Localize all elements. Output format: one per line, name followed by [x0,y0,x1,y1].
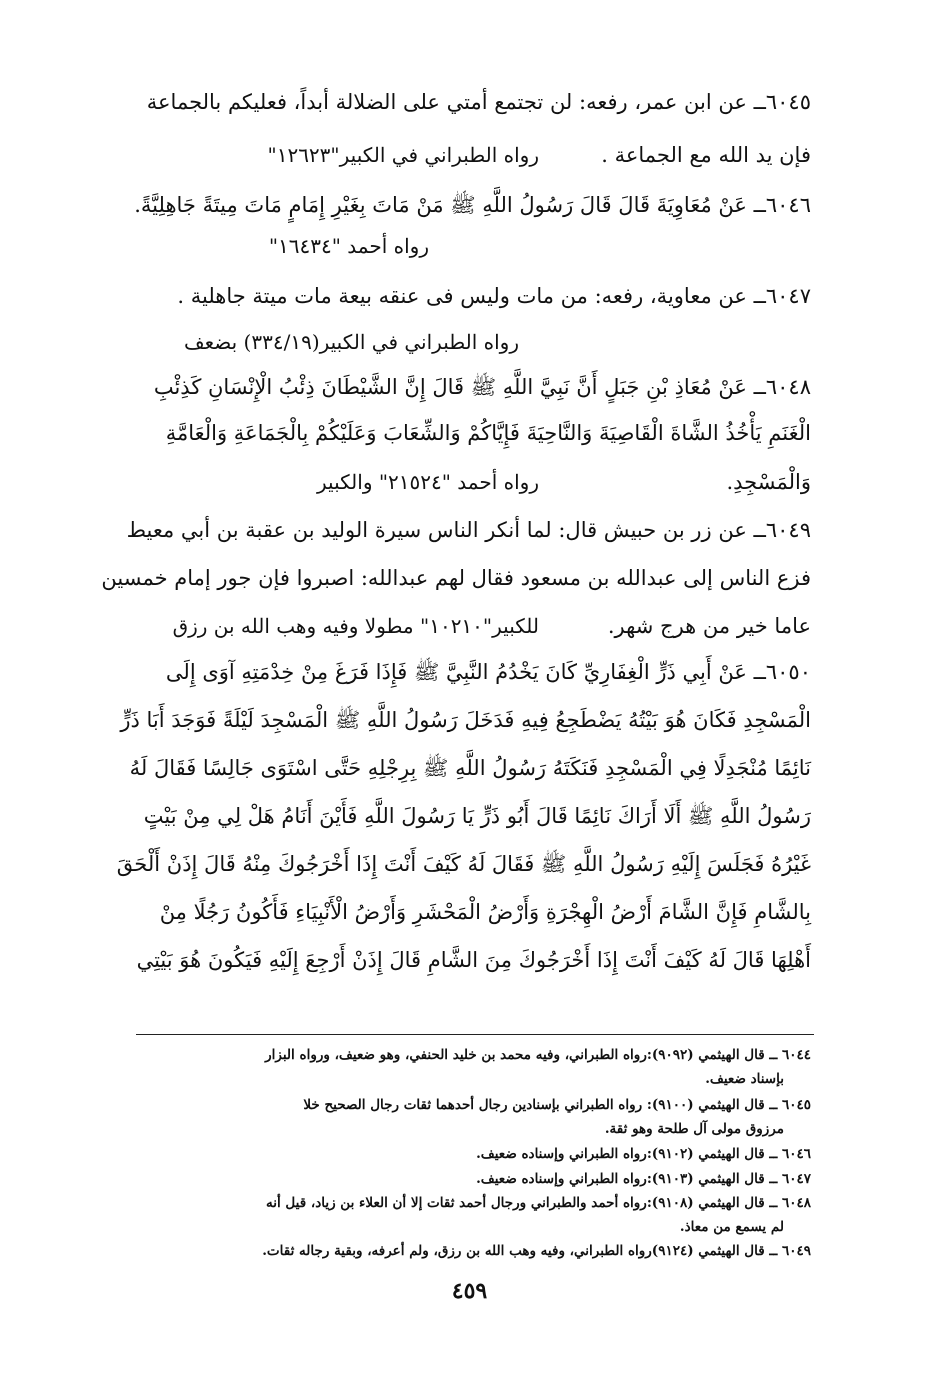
hadith-6050-line-7: أَهْلِهَا قَالَ لَهُ كَيْفَ أَنْتَ إِذَا أَخْرَجُوكَ مِنَ الشَّامِ قَالَ إِذَنْ أَرْجِعَ إِلَيْهِ فَيَكُونَ هُوَ بَيْتِي [136,948,811,972]
hadith-6048-line-2: الْغَنَمِ يَأْخُذُ الشَّاةَ الْقَاصِيَةَ وَالنَّاحِيَةَ فَإِيَّاكُمْ وَالشِّعَابَ وَعَلَيْكُمْ بِالْجَمَاعَةِ وَالْعَامَّةِ [165,421,811,445]
footnote-6045-line-2: مرزوق مولى آل طلحة وهو ثقة. [604,1121,784,1137]
footnote-6044-line-2: بإسناد ضعيف. [705,1071,784,1087]
hadith-6049-source: للكبير"١٠٢١٠" مطولا وفيه وهب الله بن رزق [172,614,539,638]
footnote-6045-line-1: ٦٠٤٥ ــ قال الهيثمي (٩١٠٠): رواه الطبراني بإسنادين رجال أحدهما ثقات رجال الصحيح خلا [303,1097,811,1113]
hadith-6047-line-1: ٦٠٤٧ــ عن معاوية، رفعه: من مات وليس فى عنقه بيعة مات ميتة جاهلية . [177,284,811,308]
hadith-6048-line-1: ٦٠٤٨ــ عَنْ مُعَاذِ بْنِ جَبَلٍ أَنَّ نَبِيَّ اللَّهِ ﷺ قَالَ إِنَّ الشَّيْطَانَ ذِئْبُ الْإِنْسَانِ كَذِئْبِ [153,375,811,399]
footnote-divider [136,1034,814,1035]
footnote-6048-line-2: لم يسمع من معاذ. [679,1219,784,1235]
hadith-6045-line-1: ٦٠٤٥ــ عن ابن عمر، رفعه: لن تجتمع أمتي على الضلالة أبداً، فعليكم بالجماعة [146,90,811,114]
hadith-6050-line-2: الْمَسْجِدِ فَكَانَ هُوَ بَيْتُهُ يَضْطَجِعُ فِيهِ فَدَخَلَ رَسُولُ اللَّهِ ﷺ الْمَسْجِدَ لَيْلَةً فَوَجَدَ أَبَا ذَرٍّ [120,708,811,732]
hadith-6050-line-1: ٦٠٥٠ــ عَنْ أَبِي ذَرٍّ الْغِفَارِيِّ كَانَ يَخْدُمُ النَّبِيَّ ﷺ فَإِذَا فَرَغَ مِنْ خِدْمَتِهِ آوَى إِلَى [165,660,811,684]
hadith-6045-source: رواه الطبراني في الكبير"١٢٦٢٣" [267,143,539,167]
hadith-6047-source: رواه الطبراني في الكبير(٣٣٤/١٩) بضعف [183,330,519,354]
hadith-6046-source: رواه أحمد "١٦٤٣٤" [268,234,429,258]
footnote-6048-line-1: ٦٠٤٨ ــ قال الهيثمي (٩١٠٨):رواه أحمد والطبراني ورجال أحمد ثقات إلا أن العلاء بن زياد، قيل أنه [265,1195,811,1211]
hadith-6048-line-3: وَالْمَسْجِدِ. [726,470,811,494]
page-number: ٤٥٩ [451,1278,488,1304]
hadith-6050-line-5: غَيْرُهُ فَجَلَسَ إِلَيْهِ رَسُولُ اللَّهِ ﷺ فَقَالَ لَهُ كَيْفَ أَنْتَ إِذَا أَخْرَجُوكَ مِنْهُ قَالَ إِذَنْ أَلْحَقَ [116,852,811,876]
hadith-6049-line-3: عاما خير من هرج شهر. [607,614,811,638]
hadith-6050-line-6: بِالشَّامِ فَإِنَّ الشَّامَ أَرْضُ الْهِجْرَةِ وَأَرْضُ الْمَحْشَرِ وَأَرْضُ الْأَنْبِيَاءِ فَأَكُونُ رَجُلًا مِنْ [159,900,811,924]
footnote-6049: ٦٠٤٩ ــ قال الهيثمي (٩١٢٤)رواه الطبراني، وفيه وهب الله بن رزق، ولم أعرفه، وبقية رجاله ثقات. [262,1243,811,1259]
hadith-6050-line-4: رَسُولُ اللَّهِ ﷺ أَلَا أَرَاكَ نَائِمًا قَالَ أَبُو ذَرٍّ يَا رَسُولَ اللَّهِ فَأَيْنَ أَنَامُ هَلْ لِي مِنْ بَيْتٍ [143,804,811,828]
hadith-6045-line-2: فإن يد الله مع الجماعة . [601,143,811,167]
hadith-6048-source: رواه أحمد "٢١٥٢٤" والكبير [317,470,539,494]
hadith-6049-line-2: فزع الناس إلى عبدالله بن مسعود فقال لهم عبدالله: اصبروا فإن جور إمام خمسين [101,566,811,590]
footnote-6046: ٦٠٤٦ ــ قال الهيثمي (٩١٠٢):رواه الطبراني وإسناده ضعيف. [476,1146,811,1162]
hadith-6046-line-1: ٦٠٤٦ــ عَنْ مُعَاوِيَةَ قَالَ قَالَ رَسُولُ اللَّهِ ﷺ مَنْ مَاتَ بِغَيْرِ إِمَامٍ مَاتَ مِيتَةً جَاهِلِيَّةً. [134,193,811,217]
footnote-6044-line-1: ٦٠٤٤ ــ قال الهيثمي (٩٠٩٢):رواه الطبراني، وفيه محمد بن خليد الحنفي، وهو ضعيف، ورواه البزار [265,1047,811,1063]
hadith-6049-line-1: ٦٠٤٩ــ عن زر بن حبيش قال: لما أنكر الناس سيرة الوليد بن عقبة بن أبي معيط [126,518,811,542]
footnote-6047: ٦٠٤٧ ــ قال الهيثمي (٩١٠٣):رواه الطبراني وإسناده ضعيف. [476,1171,811,1187]
hadith-6050-line-3: نَائِمًا مُنْجَدِلًا فِي الْمَسْجِدِ فَنَكَتَهُ رَسُولُ اللَّهِ ﷺ بِرِجْلِهِ حَتَّى اسْتَوَى جَالِسًا فَقَالَ لَهُ [129,756,811,780]
